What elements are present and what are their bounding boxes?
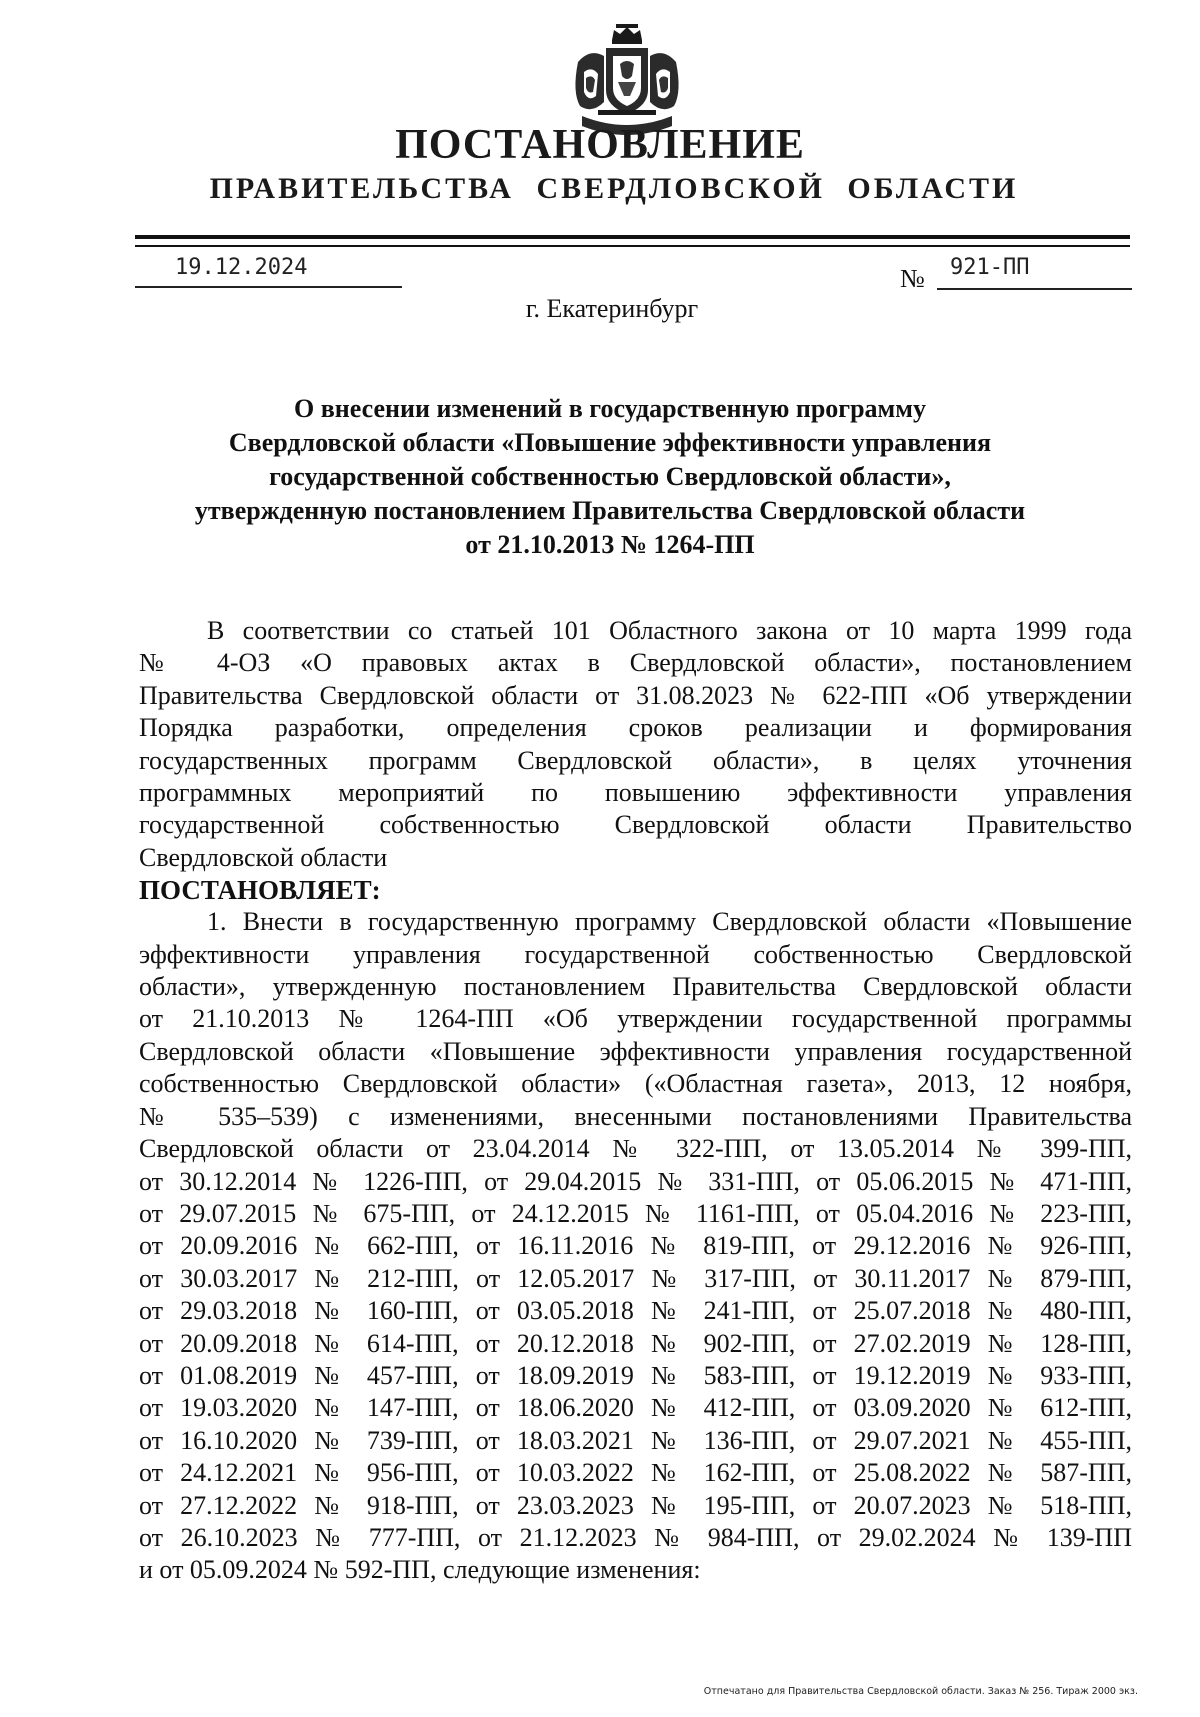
number-sign: № bbox=[900, 264, 925, 293]
item-1-line: от 30.03.2017 № 212-ПП, от 12.05.2017 № 317-ПП, от 30.11.2017 № 879-ПП, bbox=[139, 1263, 1132, 1293]
print-footer: Отпечатано для Правительства Свердловской области. Заказ № 256. Тираж 2000 экз. bbox=[703, 1686, 1138, 1697]
item-1-line: Свердловской области «Повышение эффективности управления государственной bbox=[139, 1036, 1132, 1066]
heading-line: утвержденную постановлением Правительства Свердловской области bbox=[194, 496, 1026, 525]
preamble-line: программных мероприятий по повышению эффективности управления bbox=[139, 778, 1132, 808]
city-line: г. Екатеринбург bbox=[525, 294, 699, 323]
document-type-title: ПОСТАНОВЛЕНИЕ bbox=[395, 122, 805, 168]
item-1-line: от 16.10.2020 № 739-ПП, от 18.03.2021 № 136-ПП, от 29.07.2021 № 455-ПП, bbox=[139, 1425, 1132, 1455]
preamble-paragraph bbox=[139, 615, 1132, 874]
item-1-line: от 29.03.2018 № 160-ПП, от 03.05.2018 № 241-ПП, от 25.07.2018 № 480-ПП, bbox=[139, 1296, 1132, 1326]
item-1-line: от 27.12.2022 № 918-ПП, от 23.03.2023 № 195-ПП, от 20.07.2023 № 518-ПП, bbox=[139, 1490, 1132, 1520]
preamble-line: Порядка разработки, определения сроков реализации и формирования bbox=[139, 713, 1132, 743]
item-1-line: от 19.03.2020 № 147-ПП, от 18.06.2020 № 412-ПП, от 03.09.2020 № 612-ПП, bbox=[139, 1393, 1132, 1423]
heading-line: О внесении изменений в государственную программу bbox=[294, 394, 926, 423]
header-divider-thin bbox=[135, 245, 1130, 247]
item-1-line: от 24.12.2021 № 956-ПП, от 10.03.2022 № 162-ПП, от 25.08.2022 № 587-ПП, bbox=[139, 1458, 1132, 1488]
item-1-line: собственностью Свердловской области» («Областная газета», 2013, 12 ноября, bbox=[139, 1069, 1132, 1099]
item-1-line: Свердловской области от 23.04.2014 № 322-ПП, от 13.05.2014 № 399-ПП, bbox=[139, 1134, 1132, 1164]
item-1-line: 1. Внести в государственную программу Свердловской области «Повышение bbox=[207, 907, 1132, 937]
item-1-line: от 20.09.2016 № 662-ПП, от 16.11.2016 № 819-ПП, от 29.12.2016 № 926-ПП, bbox=[139, 1231, 1132, 1261]
decree-word: ПОСТАНОВЛЯЕТ: bbox=[139, 875, 381, 906]
date-underline bbox=[135, 286, 402, 288]
item-1-line: от 21.10.2013 № 1264-ПП «Об утверждении государственной программы bbox=[139, 1004, 1132, 1034]
preamble-line: В соответствии со статьей 101 Областного закона от 10 марта 1999 года bbox=[207, 616, 1132, 645]
header-divider-thick bbox=[135, 235, 1130, 239]
heading-line: Свердловской области «Повышение эффективности управления bbox=[228, 428, 992, 457]
preamble-line: государственной собственностью Свердловской области Правительство bbox=[139, 810, 1132, 840]
document-number: 921-ПП bbox=[950, 255, 1030, 280]
item-1-line: от 01.08.2019 № 457-ПП, от 18.09.2019 № 583-ПП, от 19.12.2019 № 933-ПП, bbox=[139, 1360, 1132, 1390]
document-heading bbox=[150, 392, 1070, 562]
item-1-line: области», утвержденную постановлением Правительства Свердловской области bbox=[139, 972, 1132, 1002]
issuing-body-subtitle: ПРАВИТЕЛЬСТВА СВЕРДЛОВСКОЙ ОБЛАСТИ bbox=[209, 172, 1019, 205]
preamble-line: № 4-ОЗ «О правовых актах в Свердловской области», постановлением bbox=[139, 648, 1132, 678]
item-1-paragraph bbox=[139, 906, 1132, 1587]
heading-line: от 21.10.2013 № 1264-ПП bbox=[465, 530, 755, 559]
number-underline bbox=[937, 288, 1132, 290]
item-1-line: № 535–539) с изменениями, внесенными постановлениями Правительства bbox=[139, 1101, 1132, 1131]
item-1-line: от 30.12.2014 № 1226-ПП, от 29.04.2015 № 331-ПП, от 05.06.2015 № 471-ПП, bbox=[139, 1166, 1132, 1196]
item-1-line: от 29.07.2015 № 675-ПП, от 24.12.2015 № 1161-ПП, от 05.04.2016 № 223-ПП, bbox=[139, 1198, 1132, 1228]
item-1-line: эффективности управления государственной собственностью Свердловской bbox=[139, 939, 1132, 969]
preamble-line: государственных программ Свердловской области», в целях уточнения bbox=[139, 745, 1132, 775]
document-date: 19.12.2024 bbox=[175, 255, 308, 280]
item-1-line: от 26.10.2023 № 777-ПП, от 21.12.2023 № 984-ПП, от 29.02.2024 № 139-ПП bbox=[139, 1522, 1132, 1552]
item-1-line: от 20.09.2018 № 614-ПП, от 20.12.2018 № 902-ПП, от 27.02.2019 № 128-ПП, bbox=[139, 1328, 1132, 1358]
document-body bbox=[139, 615, 1132, 1587]
preamble-line: Свердловской области bbox=[139, 842, 388, 872]
heading-line: государственной собственностью Свердловской области», bbox=[269, 462, 951, 491]
preamble-line: Правительства Свердловской области от 31.08.2023 № 622-ПП «Об утверждении bbox=[139, 680, 1132, 710]
item-1-line: и от 05.09.2024 № 592-ПП, следующие изменения: bbox=[139, 1555, 701, 1585]
